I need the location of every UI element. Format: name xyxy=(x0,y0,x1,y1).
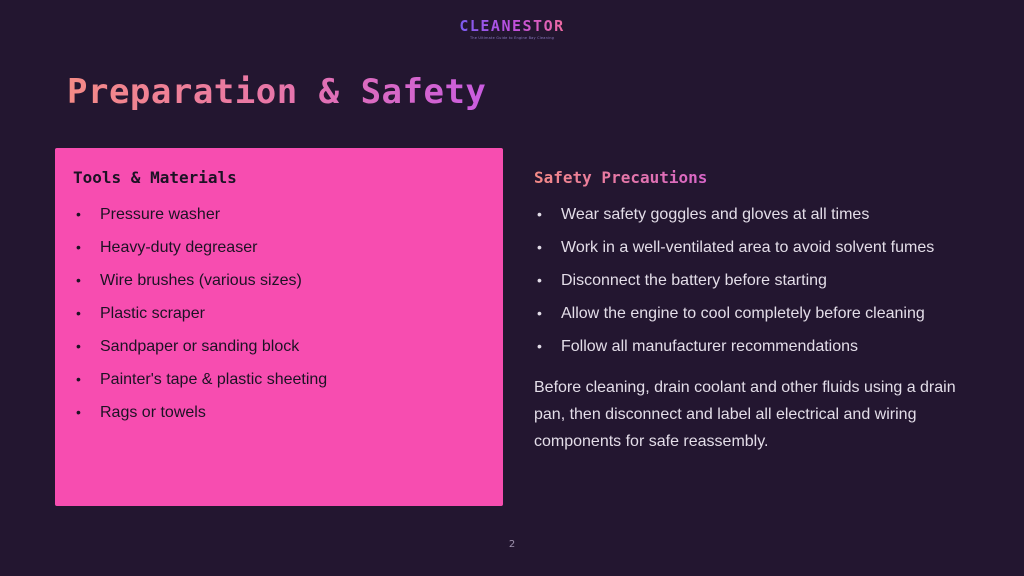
list-item-text: Wear safety goggles and gloves at all times xyxy=(561,206,870,223)
brand-logo xyxy=(0,16,1024,40)
bullet-icon: • xyxy=(537,305,542,321)
list-item xyxy=(73,300,485,327)
list-item-text: Sandpaper or sanding block xyxy=(100,338,300,355)
safety-heading: Safety Precautions xyxy=(534,168,708,187)
tools-list xyxy=(73,201,485,426)
list-item-text: Pressure washer xyxy=(100,206,221,223)
bullet-icon: • xyxy=(76,404,81,420)
bullet-icon: • xyxy=(537,239,542,255)
slide-title: Preparation & Safety xyxy=(67,72,487,112)
tools-materials-panel xyxy=(55,148,503,506)
list-item-text: Plastic scraper xyxy=(100,305,205,322)
list-item xyxy=(73,234,485,261)
list-item xyxy=(73,399,485,426)
logo-text: CLEANESTOR xyxy=(459,17,565,35)
list-item xyxy=(534,333,974,360)
list-item xyxy=(534,300,974,327)
bullet-icon: • xyxy=(76,371,81,387)
bullet-icon: • xyxy=(537,272,542,288)
bullet-icon: • xyxy=(76,239,81,255)
list-item-text: Wire brushes (various sizes) xyxy=(100,272,302,289)
list-item-text: Painter's tape & plastic sheeting xyxy=(100,371,328,388)
list-item-text: Allow the engine to cool completely before cleaning xyxy=(561,305,925,322)
safety-note: Before cleaning, drain coolant and other fluids using a drain pan, then disconnect and label all electrical and wiring components for safe reassembly. xyxy=(534,379,956,450)
bullet-icon: • xyxy=(76,305,81,321)
list-item xyxy=(534,201,974,228)
list-item xyxy=(73,201,485,228)
list-item xyxy=(73,366,485,393)
list-item xyxy=(534,267,974,294)
safety-list xyxy=(534,201,974,360)
bullet-icon: • xyxy=(537,206,542,222)
list-item-text: Disconnect the battery before starting xyxy=(561,272,827,289)
bullet-icon: • xyxy=(76,338,81,354)
bullet-icon: • xyxy=(76,272,81,288)
page-number: 2 xyxy=(508,539,516,550)
tools-heading: Tools & Materials xyxy=(73,168,237,187)
logo-tagline: The Ultimate Guide to Engine Bay Cleaning xyxy=(469,36,555,40)
list-item-text: Heavy-duty degreaser xyxy=(100,239,258,256)
bullet-icon: • xyxy=(76,206,81,222)
list-item xyxy=(73,267,485,294)
list-item-text: Rags or towels xyxy=(100,404,206,421)
list-item xyxy=(534,234,974,261)
list-item xyxy=(73,333,485,360)
list-item-text: Work in a well-ventilated area to avoid solvent fumes xyxy=(561,239,935,256)
list-item-text: Follow all manufacturer recommendations xyxy=(561,338,859,355)
bullet-icon: • xyxy=(537,338,542,354)
safety-precautions-panel xyxy=(534,168,974,455)
